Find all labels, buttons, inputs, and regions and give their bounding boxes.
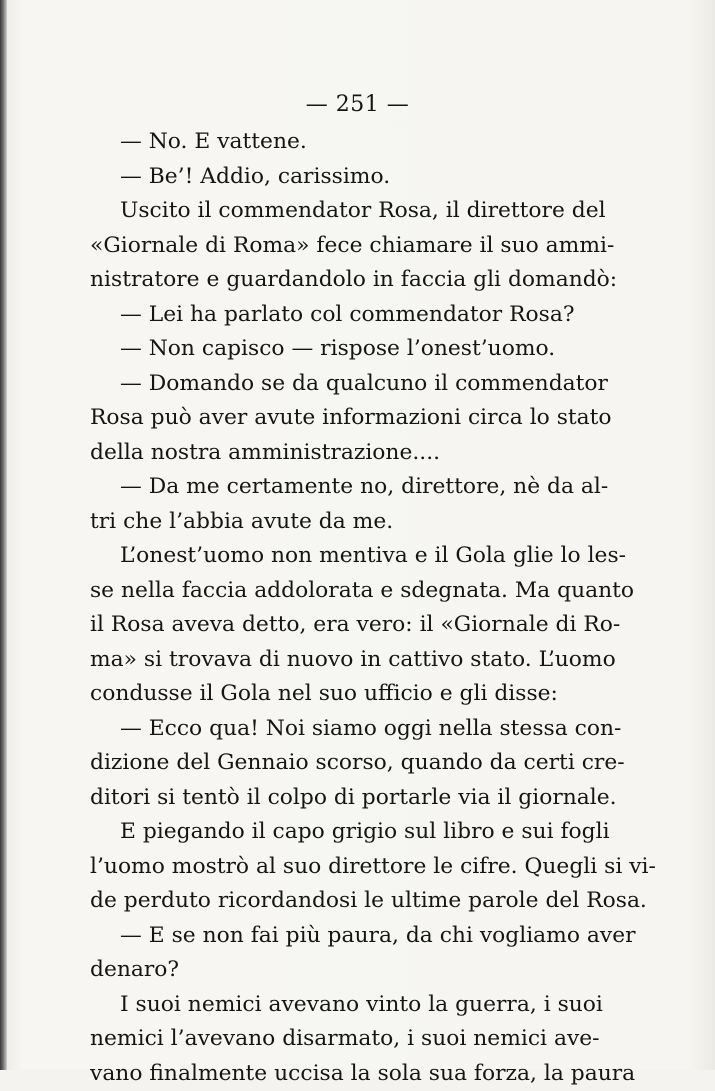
text-line: Rosa può aver avute informazioni circa lo stato <box>90 401 590 436</box>
text-line: nistratore e guardandolo in faccia gli domandò: <box>90 263 590 298</box>
text-line: della nostra amministrazione.... <box>90 436 590 471</box>
text-line: — E se non fai più paura, da chi vogliamo aver <box>90 919 590 954</box>
text-line: «Giornale di Roma» fece chiamare il suo ammi- <box>90 229 590 264</box>
text-line: Uscito il commendator Rosa, il direttore del <box>90 194 590 229</box>
text-line: condusse il Gola nel suo ufficio e gli disse: <box>90 677 590 712</box>
text-line: se nella faccia addolorata e sdegnata. Ma quanto <box>90 574 590 609</box>
text-line: — No. E vattene. <box>90 125 590 160</box>
text-line: E piegando il capo grigio sul libro e sui fogli <box>90 815 590 850</box>
text-line: — Ecco qua! Noi siamo oggi nella stessa con- <box>90 712 590 747</box>
text-line: — Da me certamente no, direttore, nè da al- <box>90 470 590 505</box>
text-line: vano finalmente uccisa la sola sua forza, la paura <box>90 1057 590 1091</box>
text-line: dizione del Gennaio scorso, quando da certi cre- <box>90 746 590 781</box>
body-text <box>90 125 590 1091</box>
text-line: l’uomo mostrò al suo direttore le cifre. Quegli si vi- <box>90 850 590 885</box>
text-line: — Domando se da qualcuno il commendator <box>90 367 590 402</box>
text-line: — Lei ha parlato col commendator Rosa? <box>90 298 590 333</box>
page-number: — 251 — <box>0 92 715 117</box>
text-line: nemici l’avevano disarmato, i suoi nemici ave- <box>90 1022 590 1057</box>
binding-edge <box>0 0 7 1070</box>
text-line: ditori si tentò il colpo di portarle via il giornale. <box>90 781 590 816</box>
text-line: — Be’! Addio, carissimo. <box>90 160 590 195</box>
text-line: denaro? <box>90 953 590 988</box>
text-line: ma» si trovava di nuovo in cattivo stato. L’uomo <box>90 643 590 678</box>
text-line: il Rosa aveva detto, era vero: il «Giornale di Ro- <box>90 608 590 643</box>
text-line: tri che l’abbia avute da me. <box>90 505 590 540</box>
text-line: — Non capisco — rispose l’onest’uomo. <box>90 332 590 367</box>
text-line: I suoi nemici avevano vinto la guerra, i suoi <box>90 988 590 1023</box>
text-line: L’onest’uomo non mentiva e il Gola glie lo les- <box>90 539 590 574</box>
text-line: de perduto ricordandosi le ultime parole del Rosa. <box>90 884 590 919</box>
